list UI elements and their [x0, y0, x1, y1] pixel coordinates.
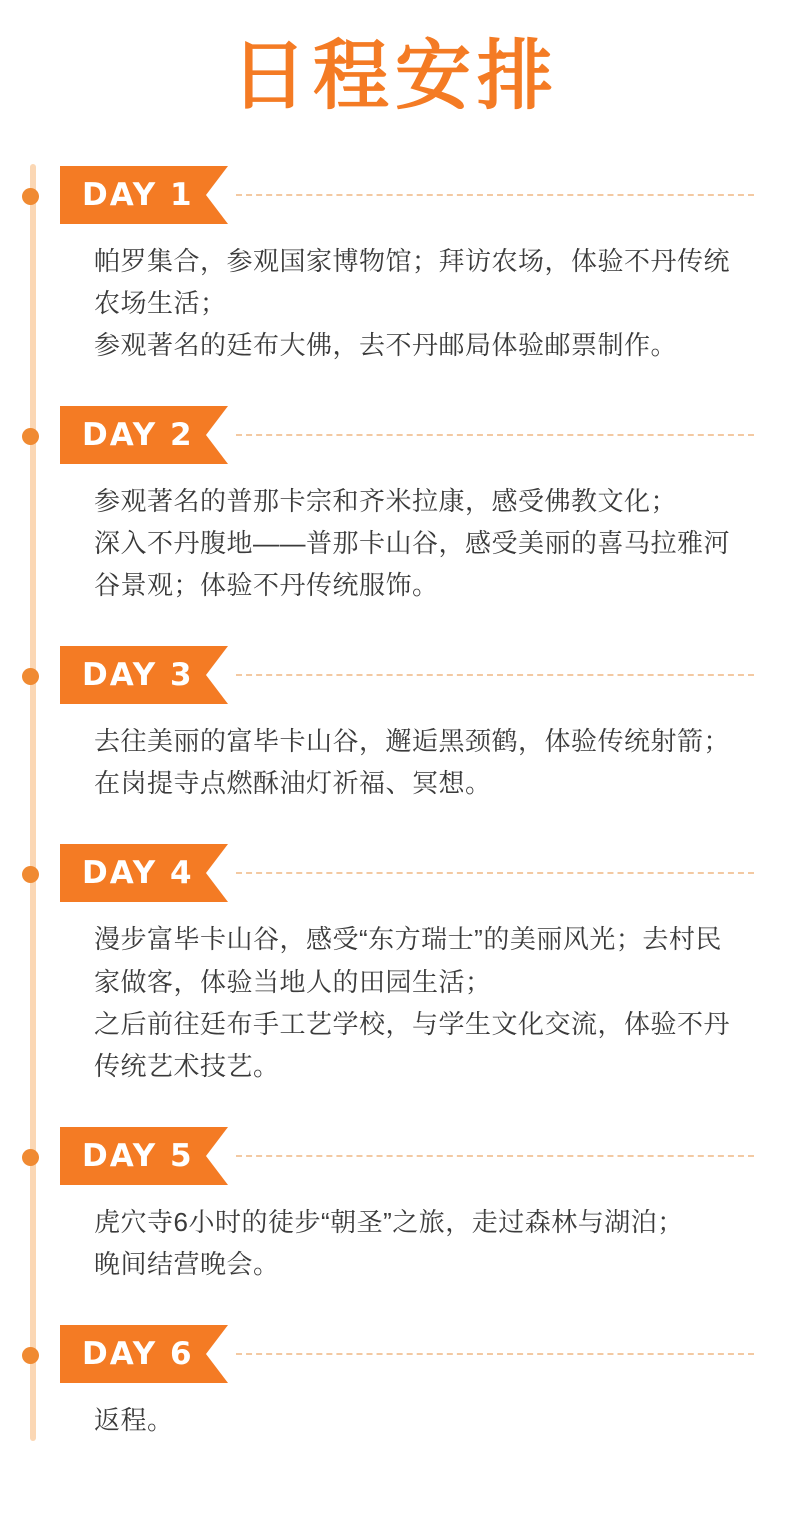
spacer — [60, 804, 790, 830]
day-header — [60, 1125, 790, 1187]
day-description — [94, 240, 790, 366]
timeline-dot-icon — [22, 1149, 39, 1166]
timeline-rail — [30, 164, 36, 1442]
dashed-divider — [236, 872, 754, 874]
day-header — [60, 404, 790, 466]
day-label: DAY 6 — [82, 1336, 194, 1373]
day-header — [60, 1323, 790, 1385]
dashed-divider — [236, 1353, 754, 1355]
timeline-dot-icon — [22, 1347, 39, 1364]
day-label: DAY 3 — [82, 657, 194, 694]
day-description — [94, 720, 790, 804]
day-description — [94, 480, 790, 606]
timeline-day-item — [60, 1323, 790, 1441]
day-header — [60, 164, 790, 226]
day-description-line: 参观著名的廷布大佛，去不丹邮局体验邮票制作。 — [94, 329, 678, 360]
spacer — [60, 606, 790, 632]
timeline — [30, 164, 790, 1442]
day-header — [60, 644, 790, 706]
day-description-line: 返程。 — [94, 1405, 174, 1436]
timeline-day-item — [60, 842, 790, 1112]
day-ribbon — [60, 166, 228, 224]
dashed-divider — [236, 434, 754, 436]
timeline-day-item — [60, 644, 790, 830]
spacer — [60, 1285, 790, 1311]
day-ribbon — [60, 1325, 228, 1383]
day-description-line: 深入不丹腹地——普那卡山谷，感受美丽的喜马拉雅河谷景观；体验不丹传统服饰。 — [94, 528, 731, 601]
page-title-container — [0, 0, 790, 152]
dashed-divider — [236, 1155, 754, 1157]
day-header — [60, 842, 790, 904]
day-ribbon — [60, 646, 228, 704]
day-label: DAY 2 — [82, 416, 194, 453]
page-title: 日程安排 — [231, 31, 559, 120]
timeline-day-item — [60, 1125, 790, 1311]
timeline-dot-icon — [22, 188, 39, 205]
timeline-dot-icon — [22, 428, 39, 445]
day-description-line: 虎穴寺6小时的徒步“朝圣”之旅，走过森林与湖泊； — [94, 1206, 684, 1237]
day-description-line: 晚间结营晚会。 — [94, 1249, 280, 1280]
day-description-line: 在岗提寺点燃酥油灯祈福、冥想。 — [94, 768, 492, 799]
dashed-divider — [236, 194, 754, 196]
day-label: DAY 5 — [82, 1137, 194, 1174]
timeline-dot-icon — [22, 668, 39, 685]
day-description — [94, 918, 790, 1086]
spacer — [60, 1087, 790, 1113]
day-ribbon — [60, 844, 228, 902]
day-label: DAY 1 — [82, 176, 194, 213]
timeline-day-item — [60, 404, 790, 632]
day-description-line: 参观著名的普那卡宗和齐米拉康，感受佛教文化； — [94, 485, 678, 516]
day-description — [94, 1201, 790, 1285]
day-ribbon — [60, 406, 228, 464]
day-description — [94, 1399, 790, 1441]
day-description-line: 之后前往廷布手工艺学校，与学生文化交流，体验不丹传统艺术技艺。 — [94, 1008, 731, 1081]
dashed-divider — [236, 674, 754, 676]
spacer — [60, 366, 790, 392]
day-description-line: 漫步富毕卡山谷，感受“东方瑞士”的美丽风光；去村民家做客，体验当地人的田园生活； — [94, 924, 722, 997]
day-ribbon — [60, 1127, 228, 1185]
day-description-line: 去往美丽的富毕卡山谷，邂逅黑颈鹤，体验传统射箭； — [94, 726, 731, 757]
day-description-line: 帕罗集合，参观国家博物馆；拜访农场，体验不丹传统农场生活； — [94, 245, 731, 318]
day-label: DAY 4 — [82, 855, 194, 892]
timeline-dot-icon — [22, 866, 39, 883]
timeline-day-item — [60, 164, 790, 392]
